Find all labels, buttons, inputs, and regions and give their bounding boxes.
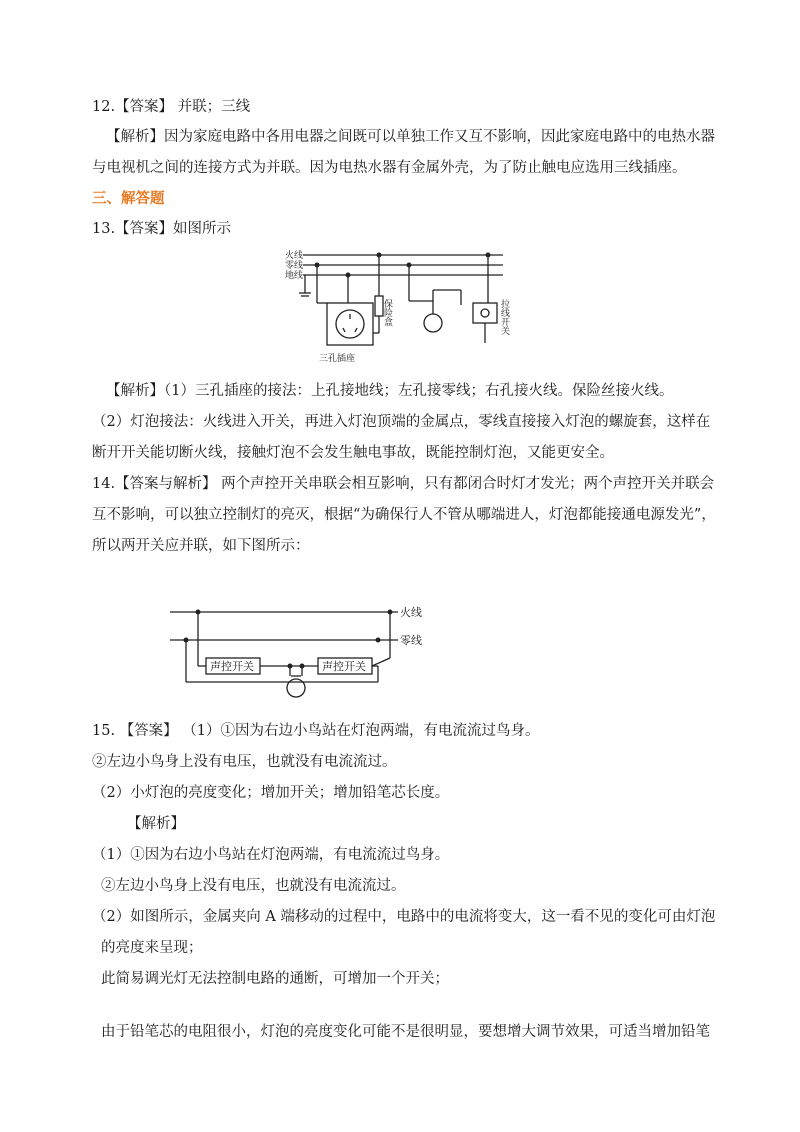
q15-analysis-1: （1）①因为右边小鸟站在灯泡两端，有电流流过鸟身。 [92,847,450,863]
q15-analysis-3: （2）如图所示，金属夹向 A 端移动的过程中，电路中的电流将变大，这一看不见的变化可由灯泡 [92,909,716,925]
q13-answer: 13.【答案】如图所示 [92,221,232,237]
q13-wiring-diagram [283,243,523,368]
q12-answer: 12.【答案】 并联；三线 [92,99,251,115]
q13-analysis-3: 断开开关能切断火线，接触灯泡不会发生触电事故，既能控制灯泡，又能更安全。 [92,445,614,461]
q15-analysis-5: 此简易调光灯无法控制电路的通断，可增加一个开关； [101,971,449,987]
q13-analysis-2: （2）灯泡接法：火线进入开关，再进入灯泡顶端的金属点，零线直接接入灯泡的螺旋套，这样在 [92,414,711,430]
q14-neutral-label: 零线 [400,634,422,647]
q14-wiring-diagram [168,600,438,700]
q14-switch-2-label: 声控开关 [322,660,366,673]
q15-analysis-heading: 【解析】 [127,816,185,832]
q14-live-label: 火线 [400,606,422,619]
q14-switch-1-label: 声控开关 [210,660,254,673]
q15-analysis-6: 由于铅笔芯的电阻很小，灯泡的亮度变化可能不是很明显，要想增大调节效果，可适当增加铅笔 [101,1024,710,1040]
q14-answer-line-2: 互不影响，可以独立控制灯的亮灭，根据“为确保行人不管从哪端进人，灯泡都能接通电源发光”， [92,507,716,523]
q14-answer-line-3: 所以两开关应并联，如下图所示： [92,538,310,554]
q12-analysis-line-2: 与电视机之间的连接方式为并联。因为电热水器有金属外壳，为了防止触电应选用三线插座。 [92,160,687,176]
q15-answer-2: ②左边小鸟身上没有电压，也就没有电流流过。 [92,754,397,770]
q13-socket-label: 三孔插座 [319,354,356,364]
q13-live-label: 火线 [285,251,304,261]
q13-analysis-1: 【解析】（1）三孔插座的接法：上孔接地线；左孔接零线；右孔接火线。保险丝接火线。 [106,383,674,399]
q13-neutral-label: 零线 [285,261,304,271]
q12-analysis-line-1: 【解析】因为家庭电路中各用电器之间既可以单独工作又互不影响，因此家庭电路中的电热水器 [106,129,715,145]
q13-ground-label: 地线 [285,271,304,281]
q15-analysis-2: ②左边小鸟身上没有电压，也就没有电流流过。 [101,878,406,894]
q14-answer-line-1: 14.【答案与解析】 两个声控开关串联会相互影响，只有都闭合时灯才发光；两个声控开关并联会 [92,476,715,492]
q15-answer-1: 15. 【答案】 （1）①因为右边小鸟站在灯泡两端，有电流流过鸟身。 [92,723,540,739]
q13-switch-label: 拉线开关 [499,299,509,335]
q13-fuse-label: 保险盒 [382,299,392,326]
section-heading: 三、解答题 [92,190,165,207]
q15-answer-3: （2）小灯泡的亮度变化；增加开关；增加铅笔芯长度。 [92,785,450,801]
q15-analysis-4: 的亮度来呈现； [101,940,203,956]
